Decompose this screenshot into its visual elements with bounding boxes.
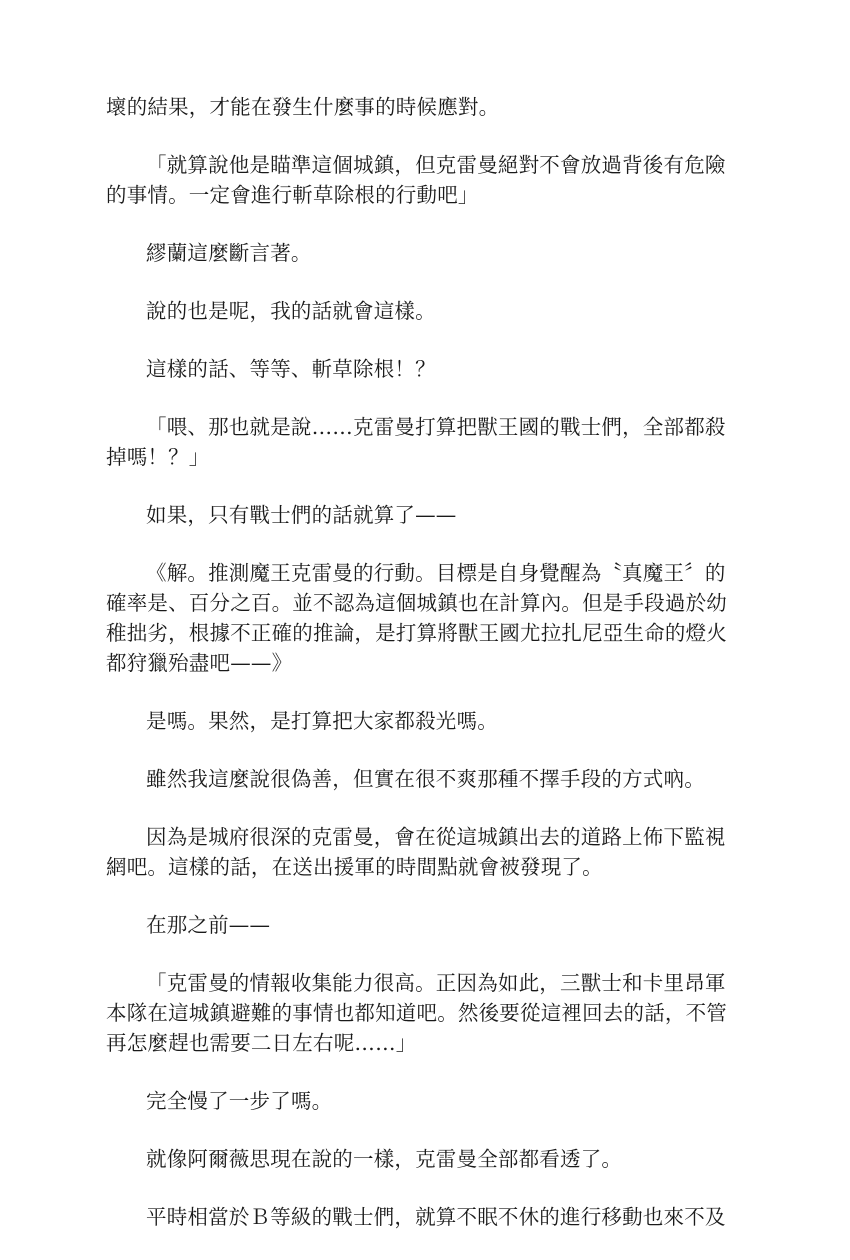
paragraph-8: 《解。推測魔王克雷曼的行動。目標是自身覺醒為〝真魔王〞的確率是、百分之百。並不認為這個城鎮也在計算內。但是手段過於幼稚拙劣，根據不正確的推論，是打算將獸王國尤拉扎尼亞生命的燈火都狩獵殆盡吧——》 (106, 561, 727, 675)
paragraph-10: 雖然我這麼說很偽善，但實在很不爽那種不擇手段的方式吶。 (146, 767, 705, 791)
paragraph-15: 就像阿爾薇思現在說的一樣，克雷曼全部都看透了。 (146, 1147, 623, 1171)
paragraph-5: 這樣的話、等等、斬草除根！？ (146, 357, 436, 381)
paragraph-1: 壞的結果，才能在發生什麼事的時候應對。 (106, 95, 500, 119)
paragraph-3: 繆蘭這麼斷言著。 (146, 241, 312, 265)
paragraph-7: 如果，只有戰士們的話就算了—— (146, 503, 457, 527)
paragraph-16: 平時相當於Ｂ等級的戰士們，就算不眠不休的進行移動也來不及 (146, 1205, 726, 1229)
paragraph-4: 說的也是呢，我的話就會這樣。 (146, 299, 436, 323)
paragraph-6: 「喂、那也就是說……克雷曼打算把獸王國的戰士們，全部都殺掉嗎！？」 (106, 415, 726, 469)
paragraph-11: 因為是城府很深的克雷曼，會在從這城鎮出去的道路上佈下監視網吧。這樣的話，在送出援軍的時間點就會被發現了。 (106, 825, 726, 879)
paragraph-2: 「就算說他是瞄準這個城鎮，但克雷曼絕對不會放過背後有危險的事情。一定會進行斬草除根的行動吧」 (106, 153, 726, 207)
document-body (106, 92, 746, 1260)
paragraph-13: 「克雷曼的情報收集能力很高。正因為如此，三獸士和卡里昂軍本隊在這城鎮避難的事情也都知道吧。然後要從這裡回去的話，不管再怎麼趕也需要二日左右呢……」 (106, 971, 727, 1055)
paragraph-12: 在那之前—— (146, 913, 271, 937)
paragraph-9: 是嗎。果然，是打算把大家都殺光嗎。 (146, 709, 498, 733)
paragraph-14: 完全慢了一步了嗎。 (146, 1089, 333, 1113)
